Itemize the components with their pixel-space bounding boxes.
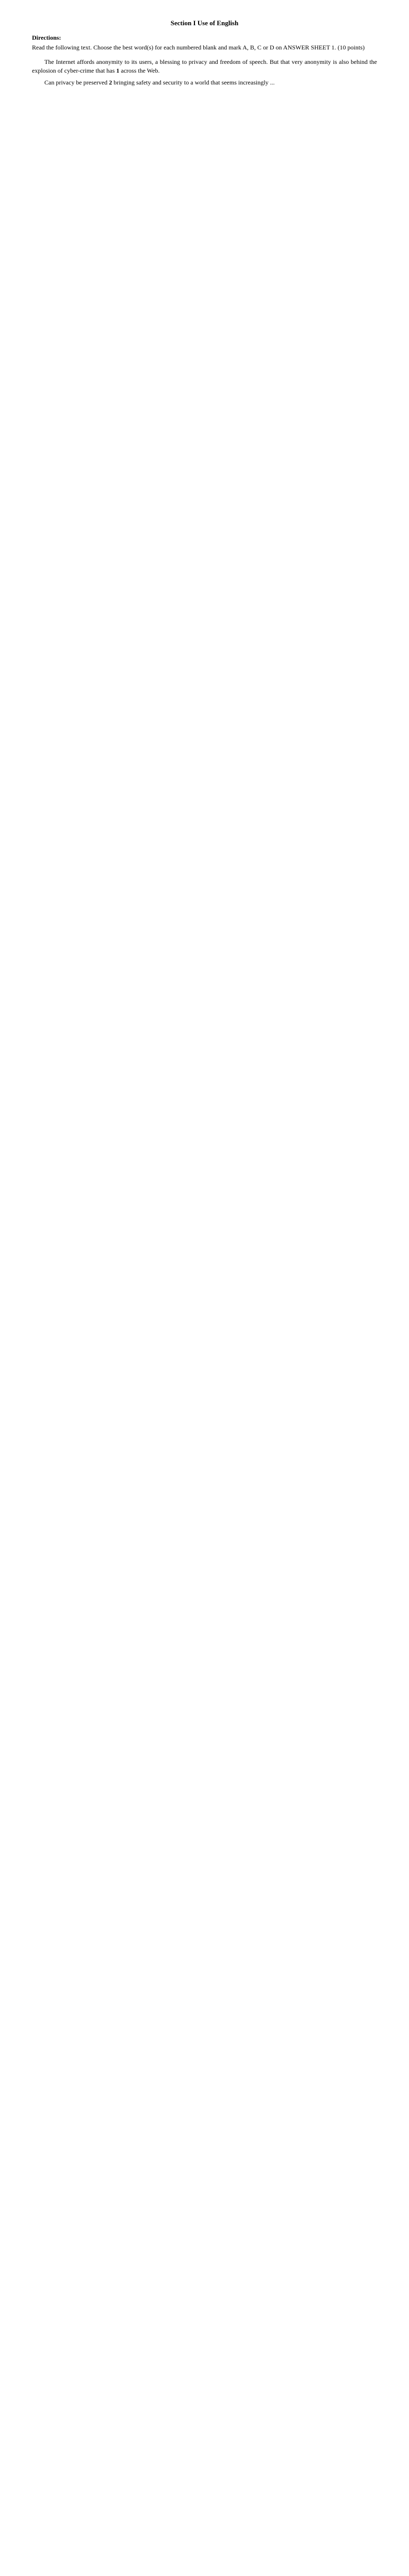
cloze-text-1a: The Internet affords anonymity to its users, a blessing to privacy and freedom of speech. But that very anonymity is also behind the explosion of cyber-crime that has [32,58,377,75]
cloze-text-1b: across the Web. [119,67,160,75]
cloze-blank-1: 1 [116,67,120,75]
directions-block [32,33,377,53]
section-title: Section I Use of English [170,19,239,27]
directions-text: Read the following text. Choose the best word(s) for each numbered blank and mark A, B, C or D on ANSWER SHEET 1. (10 points) [32,44,365,52]
cloze-paragraph-1 [32,58,377,76]
cloze-text-2a: Can privacy be preserved [44,79,109,87]
cloze-paragraph-2 [32,78,377,87]
directions-label: Directions: [32,33,61,41]
cloze-blank-2: 2 [109,79,112,87]
cloze-text-2b: bringing safety and security to a world that seems increasingly ... [112,79,275,87]
